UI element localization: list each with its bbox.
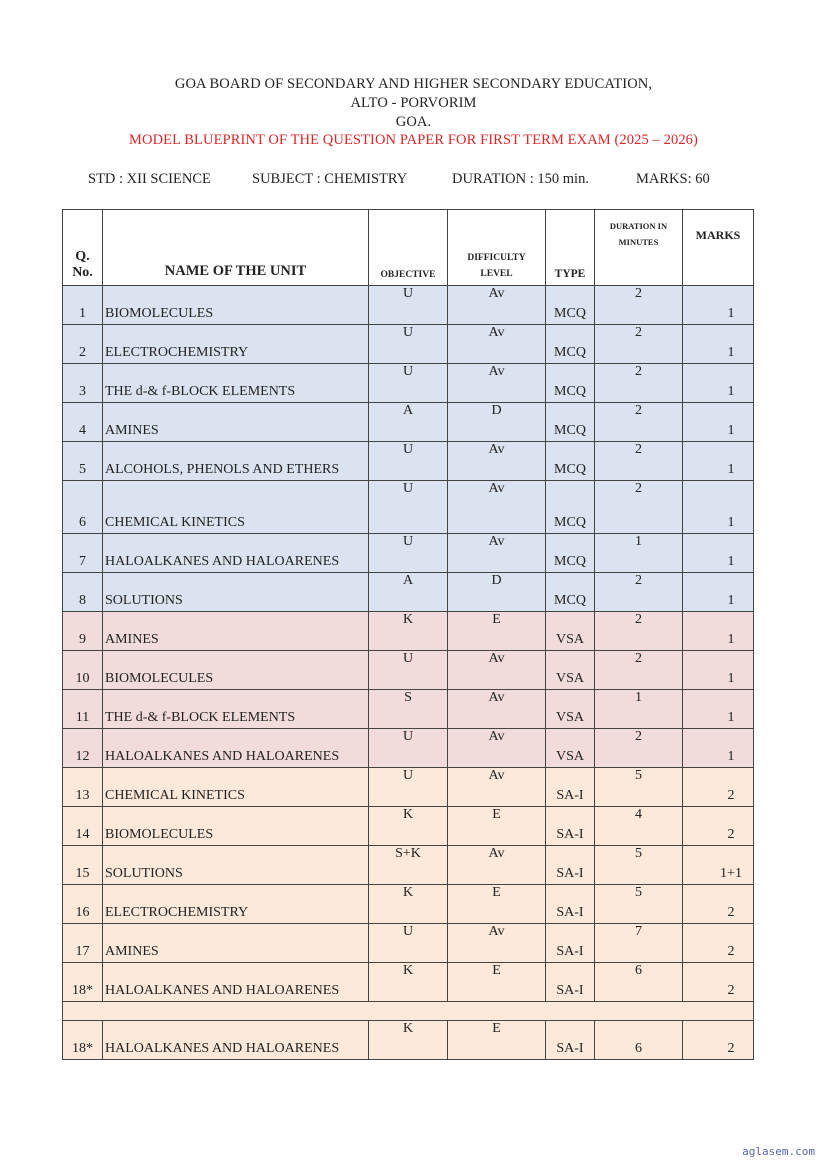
- objective-cell: K: [369, 807, 448, 846]
- marks-cell: 2: [683, 963, 754, 1002]
- objective-cell: U: [369, 481, 448, 534]
- table-row: [63, 963, 754, 1002]
- board-name: GOA BOARD OF SECONDARY AND HIGHER SECONDARY EDUCATION,: [174, 76, 653, 92]
- marks-cell: 1+1: [683, 846, 754, 885]
- objective-cell: U: [369, 442, 448, 481]
- table-row: [63, 846, 754, 885]
- duration-label: DURATION : 150 min.: [452, 171, 589, 187]
- table-row: [63, 325, 754, 364]
- duration-cell: 2: [595, 612, 683, 651]
- q-no-cell: 4: [63, 403, 103, 442]
- type-cell: MCQ: [546, 573, 595, 612]
- unit-name-cell: THE d-& f-BLOCK ELEMENTS: [103, 364, 369, 403]
- unit-name-cell: SOLUTIONS: [103, 846, 369, 885]
- unit-name-cell: AMINES: [103, 924, 369, 963]
- marks-cell: 2: [683, 924, 754, 963]
- difficulty-cell: Av: [448, 768, 546, 807]
- type-cell: MCQ: [546, 286, 595, 325]
- q-no-cell: 10: [63, 651, 103, 690]
- difficulty-cell: E: [448, 807, 546, 846]
- objective-cell: U: [369, 924, 448, 963]
- table-row: [63, 442, 754, 481]
- duration-cell: 2: [595, 325, 683, 364]
- objective-cell: A: [369, 403, 448, 442]
- q-no-cell: 18*: [63, 1021, 103, 1060]
- difficulty-cell: E: [448, 1021, 546, 1060]
- duration-cell: 2: [595, 729, 683, 768]
- unit-name-cell: AMINES: [103, 612, 369, 651]
- subject-label: SUBJECT : CHEMISTRY: [252, 171, 408, 187]
- objective-cell: A: [369, 573, 448, 612]
- table-row: [63, 1021, 754, 1060]
- header-difficulty: DIFFICULTY LEVEL: [448, 210, 546, 286]
- marks-cell: 2: [683, 807, 754, 846]
- table-row: [63, 534, 754, 573]
- type-cell: SA-I: [546, 846, 595, 885]
- difficulty-cell: E: [448, 885, 546, 924]
- difficulty-cell: D: [448, 403, 546, 442]
- objective-cell: U: [369, 768, 448, 807]
- difficulty-cell: Av: [448, 534, 546, 573]
- difficulty-cell: Av: [448, 729, 546, 768]
- header-q-no: Q. No.: [63, 210, 103, 286]
- spacer-cell: [63, 1002, 754, 1021]
- unit-name-cell: BIOMOLECULES: [103, 807, 369, 846]
- unit-name-cell: CHEMICAL KINETICS: [103, 481, 369, 534]
- unit-name-cell: AMINES: [103, 403, 369, 442]
- table-row: [63, 651, 754, 690]
- q-no-cell: 2: [63, 325, 103, 364]
- duration-cell: 2: [595, 442, 683, 481]
- std-label: STD : XII SCIENCE: [88, 171, 211, 187]
- board-state: GOA.: [395, 114, 432, 130]
- difficulty-cell: Av: [448, 364, 546, 403]
- difficulty-cell: Av: [448, 286, 546, 325]
- duration-cell: 2: [595, 286, 683, 325]
- q-no-cell: 7: [63, 534, 103, 573]
- type-cell: VSA: [546, 729, 595, 768]
- type-cell: MCQ: [546, 364, 595, 403]
- difficulty-cell: Av: [448, 481, 546, 534]
- spacer-row: [63, 1002, 754, 1021]
- watermark: aglasem.com: [742, 1145, 815, 1158]
- table-row: [63, 768, 754, 807]
- marks-cell: 2: [683, 768, 754, 807]
- header-objective: OBJECTIVE: [369, 210, 448, 286]
- objective-cell: U: [369, 325, 448, 364]
- q-no-cell: 14: [63, 807, 103, 846]
- marks-cell: 1: [683, 651, 754, 690]
- marks-label: MARKS: 60: [636, 171, 710, 187]
- marks-cell: 1: [683, 612, 754, 651]
- header-duration: DURATION IN MINUTES: [595, 210, 683, 286]
- type-cell: MCQ: [546, 534, 595, 573]
- difficulty-cell: E: [448, 612, 546, 651]
- table-row: [63, 481, 754, 534]
- marks-cell: 1: [683, 573, 754, 612]
- q-no-cell: 13: [63, 768, 103, 807]
- marks-cell: 2: [683, 885, 754, 924]
- objective-cell: K: [369, 885, 448, 924]
- objective-cell: K: [369, 963, 448, 1002]
- table-header-row: [63, 210, 754, 286]
- type-cell: SA-I: [546, 885, 595, 924]
- marks-cell: 1: [683, 286, 754, 325]
- q-no-cell: 5: [63, 442, 103, 481]
- unit-name-cell: HALOALKANES AND HALOARENES: [103, 534, 369, 573]
- unit-name-cell: HALOALKANES AND HALOARENES: [103, 1021, 369, 1060]
- table-row: [63, 573, 754, 612]
- difficulty-cell: Av: [448, 846, 546, 885]
- objective-cell: S+K: [369, 846, 448, 885]
- table-row: [63, 729, 754, 768]
- unit-name-cell: ALCOHOLS, PHENOLS AND ETHERS: [103, 442, 369, 481]
- type-cell: SA-I: [546, 768, 595, 807]
- marks-cell: 2: [683, 1021, 754, 1060]
- marks-cell: 1: [683, 729, 754, 768]
- type-cell: VSA: [546, 612, 595, 651]
- type-cell: VSA: [546, 690, 595, 729]
- duration-cell: 2: [595, 364, 683, 403]
- difficulty-cell: D: [448, 573, 546, 612]
- type-cell: SA-I: [546, 963, 595, 1002]
- objective-cell: K: [369, 1021, 448, 1060]
- unit-name-cell: HALOALKANES AND HALOARENES: [103, 963, 369, 1002]
- type-cell: MCQ: [546, 442, 595, 481]
- unit-name-cell: BIOMOLECULES: [103, 651, 369, 690]
- duration-cell: 5: [595, 885, 683, 924]
- q-no-cell: 1: [63, 286, 103, 325]
- objective-cell: U: [369, 286, 448, 325]
- duration-cell: 5: [595, 846, 683, 885]
- marks-cell: 1: [683, 481, 754, 534]
- unit-name-cell: CHEMICAL KINETICS: [103, 768, 369, 807]
- q-no-cell: 11: [63, 690, 103, 729]
- unit-name-cell: SOLUTIONS: [103, 573, 369, 612]
- table-row: [63, 612, 754, 651]
- q-no-cell: 12: [63, 729, 103, 768]
- type-cell: MCQ: [546, 325, 595, 364]
- q-no-cell: 15: [63, 846, 103, 885]
- table-row: [63, 924, 754, 963]
- unit-name-cell: HALOALKANES AND HALOARENES: [103, 729, 369, 768]
- table-row: [63, 403, 754, 442]
- difficulty-cell: Av: [448, 924, 546, 963]
- duration-cell: 1: [595, 534, 683, 573]
- difficulty-cell: Av: [448, 690, 546, 729]
- duration-cell: 7: [595, 924, 683, 963]
- q-no-cell: 8: [63, 573, 103, 612]
- duration-cell: 2: [595, 403, 683, 442]
- difficulty-cell: Av: [448, 651, 546, 690]
- objective-cell: U: [369, 364, 448, 403]
- objective-cell: U: [369, 729, 448, 768]
- type-cell: MCQ: [546, 403, 595, 442]
- objective-cell: U: [369, 534, 448, 573]
- table-row: [63, 807, 754, 846]
- marks-cell: 1: [683, 325, 754, 364]
- duration-cell: 4: [595, 807, 683, 846]
- table-row: [63, 885, 754, 924]
- type-cell: MCQ: [546, 481, 595, 534]
- table-row: [63, 364, 754, 403]
- header-unit-name: NAME OF THE UNIT: [103, 210, 369, 286]
- duration-cell: 1: [595, 690, 683, 729]
- document-title: MODEL BLUEPRINT OF THE QUESTION PAPER FOR FIRST TERM EXAM (2025 – 2026): [129, 132, 698, 148]
- duration-cell: 6: [595, 963, 683, 1002]
- objective-cell: U: [369, 651, 448, 690]
- difficulty-cell: E: [448, 963, 546, 1002]
- duration-cell: 5: [595, 768, 683, 807]
- duration-cell: 2: [595, 573, 683, 612]
- marks-cell: 1: [683, 690, 754, 729]
- q-no-cell: 3: [63, 364, 103, 403]
- unit-name-cell: BIOMOLECULES: [103, 286, 369, 325]
- unit-name-cell: ELECTROCHEMISTRY: [103, 885, 369, 924]
- duration-cell: 2: [595, 651, 683, 690]
- marks-cell: 1: [683, 403, 754, 442]
- duration-cell: 6: [595, 1021, 683, 1060]
- blueprint-table: [62, 209, 754, 1060]
- objective-cell: S: [369, 690, 448, 729]
- difficulty-cell: Av: [448, 325, 546, 364]
- table-row: [63, 286, 754, 325]
- header-marks: MARKS: [683, 210, 754, 286]
- q-no-cell: 18*: [63, 963, 103, 1002]
- type-cell: SA-I: [546, 924, 595, 963]
- q-no-cell: 6: [63, 481, 103, 534]
- table-row: [63, 690, 754, 729]
- marks-cell: 1: [683, 442, 754, 481]
- duration-cell: 2: [595, 481, 683, 534]
- q-no-cell: 16: [63, 885, 103, 924]
- objective-cell: K: [369, 612, 448, 651]
- board-location: ALTO - PORVORIM: [350, 95, 477, 111]
- difficulty-cell: Av: [448, 442, 546, 481]
- q-no-cell: 17: [63, 924, 103, 963]
- unit-name-cell: ELECTROCHEMISTRY: [103, 325, 369, 364]
- header-type: TYPE: [546, 210, 595, 286]
- type-cell: SA-I: [546, 1021, 595, 1060]
- type-cell: VSA: [546, 651, 595, 690]
- marks-cell: 1: [683, 364, 754, 403]
- q-no-cell: 9: [63, 612, 103, 651]
- type-cell: SA-I: [546, 807, 595, 846]
- unit-name-cell: THE d-& f-BLOCK ELEMENTS: [103, 690, 369, 729]
- marks-cell: 1: [683, 534, 754, 573]
